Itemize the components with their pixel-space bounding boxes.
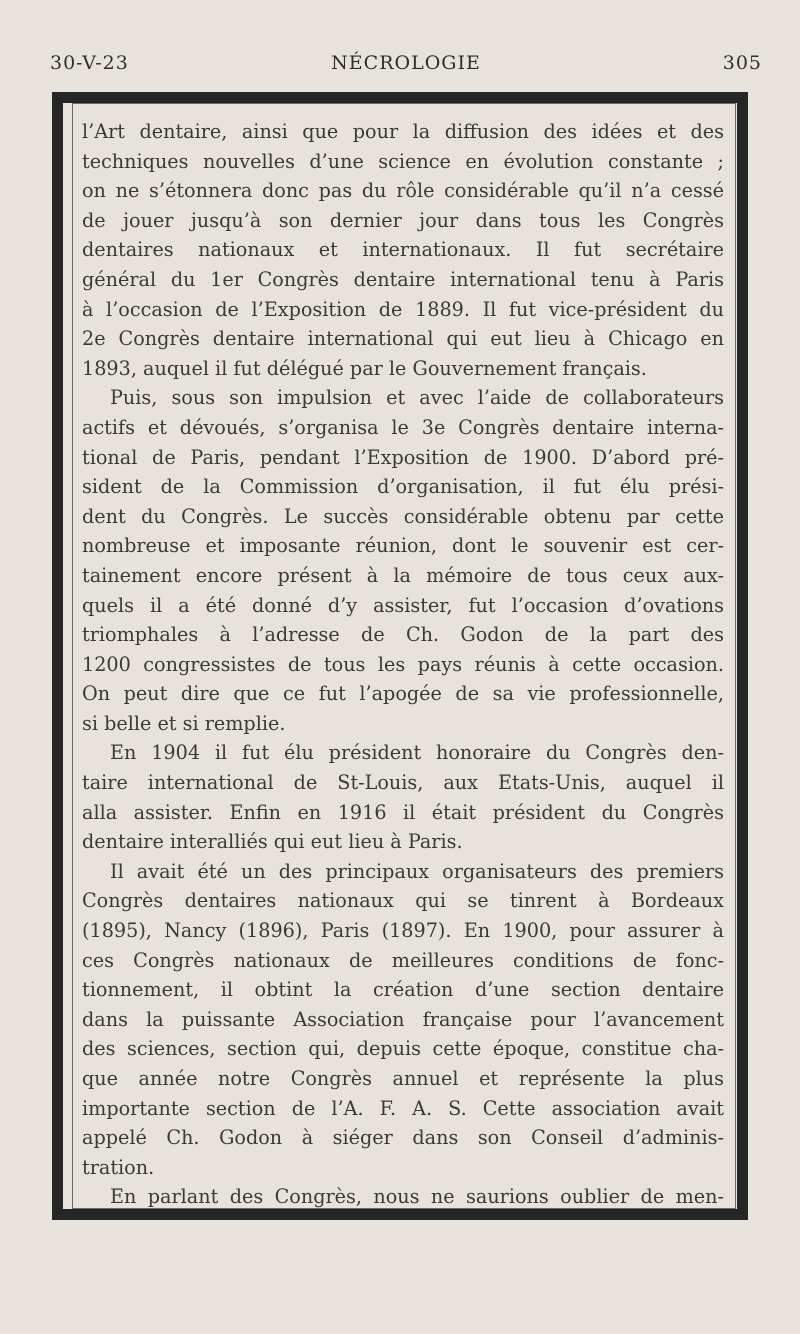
text-line: appelé Ch. Godon à siéger dans son Conseil d’adminis- [82,1126,724,1150]
text-line: dent du Congrès. Le succès considérable obtenu par cette [82,504,724,528]
paragraph-start-line: Il avait été un des principaux organisateurs des premiers [110,859,724,883]
paragraph-start-line: En 1904 il fut élu président honoraire du Congrès den- [110,741,724,765]
text-line: tional de Paris, pendant l’Exposition de 1900. D’abord pré- [82,445,724,469]
text-line: à l’occasion de l’Exposition de 1889. Il fut vice-président du [82,297,724,321]
text-line: (1895), Nancy (1896), Paris (1897). En 1900, pour assurer à [82,919,724,943]
text-line: 1200 congressistes de tous les pays réunis à cette occasion. [82,652,724,676]
text-line: des sciences, section qui, depuis cette époque, constitue cha- [82,1037,724,1061]
text-line: Congrès dentaires nationaux qui se tinrent à Bordeaux [82,889,724,913]
text-line: on ne s’étonnera donc pas du rôle considérable qu’il n’a cessé [82,179,724,203]
text-line: si belle et si remplie. [82,711,286,735]
text-line: dans la puissante Association française pour l’avancement [82,1007,724,1031]
text-line: l’Art dentaire, ainsi que pour la diffusion des idées et des [82,120,724,143]
text-line: nombreuse et imposante réunion, dont le souvenir est cer- [82,534,724,558]
text-line: techniques nouvelles d’une science en évolution constante ; [82,149,724,173]
paragraph-start-line: Puis, sous son impulsion et avec l’aide de collaborateurs [110,386,724,410]
text-line: 1893, auquel il fut délégué par le Gouvernement français. [82,356,647,380]
text-line: alla assister. Enfin en 1916 il était président du Congrès [82,800,724,824]
page-header [50,52,762,82]
header-section-title: NÉCROLOGIE [331,52,481,74]
text-line: que année notre Congrès annuel et représente la plus [82,1067,724,1090]
text-line: ces Congrès nationaux de meilleures conditions de fonc- [82,948,724,972]
header-date: 30-V-23 [50,52,129,74]
text-line: général du 1er Congrès dentaire international tenu à Paris [82,267,724,291]
paragraph-start-line: En parlant des Congrès, nous ne saurions oublier de men- [110,1185,724,1209]
text-line: 2e Congrès dentaire international qui eut lieu à Chicago en [82,327,724,351]
text-line: On peut dire que ce fut l’apogée de sa vie professionnelle, [82,682,724,706]
text-line: tration. [82,1155,155,1179]
text-line: dentaires nationaux et internationaux. Il fut secrétaire [82,238,724,262]
page-number: 305 [722,52,762,74]
text-line: tionnement, il obtint la création d’une section dentaire [82,978,724,1002]
text-line: de jouer jusqu’à son dernier jour dans tous les Congrès [82,208,724,232]
text-line: importante section de l’A. F. A. S. Cette association avait [82,1096,724,1120]
text-line: dentaire interalliés qui eut lieu à Paris. [82,830,463,854]
body-text [82,117,724,1212]
text-line: tainement encore présent à la mémoire de tous ceux aux- [82,563,724,587]
text-line: triomphales à l’adresse de Ch. Godon de la part des [82,623,724,647]
text-line: sident de la Commission d’organisation, il fut élu prési- [82,475,724,499]
text-line: taire international de St-Louis, aux Etats-Unis, auquel il [82,771,724,795]
text-line: actifs et dévoués, s’organisa le 3e Congrès dentaire interna- [82,415,724,439]
text-line: quels il a été donné d’y assister, fut l’occasion d’ovations [82,593,724,617]
